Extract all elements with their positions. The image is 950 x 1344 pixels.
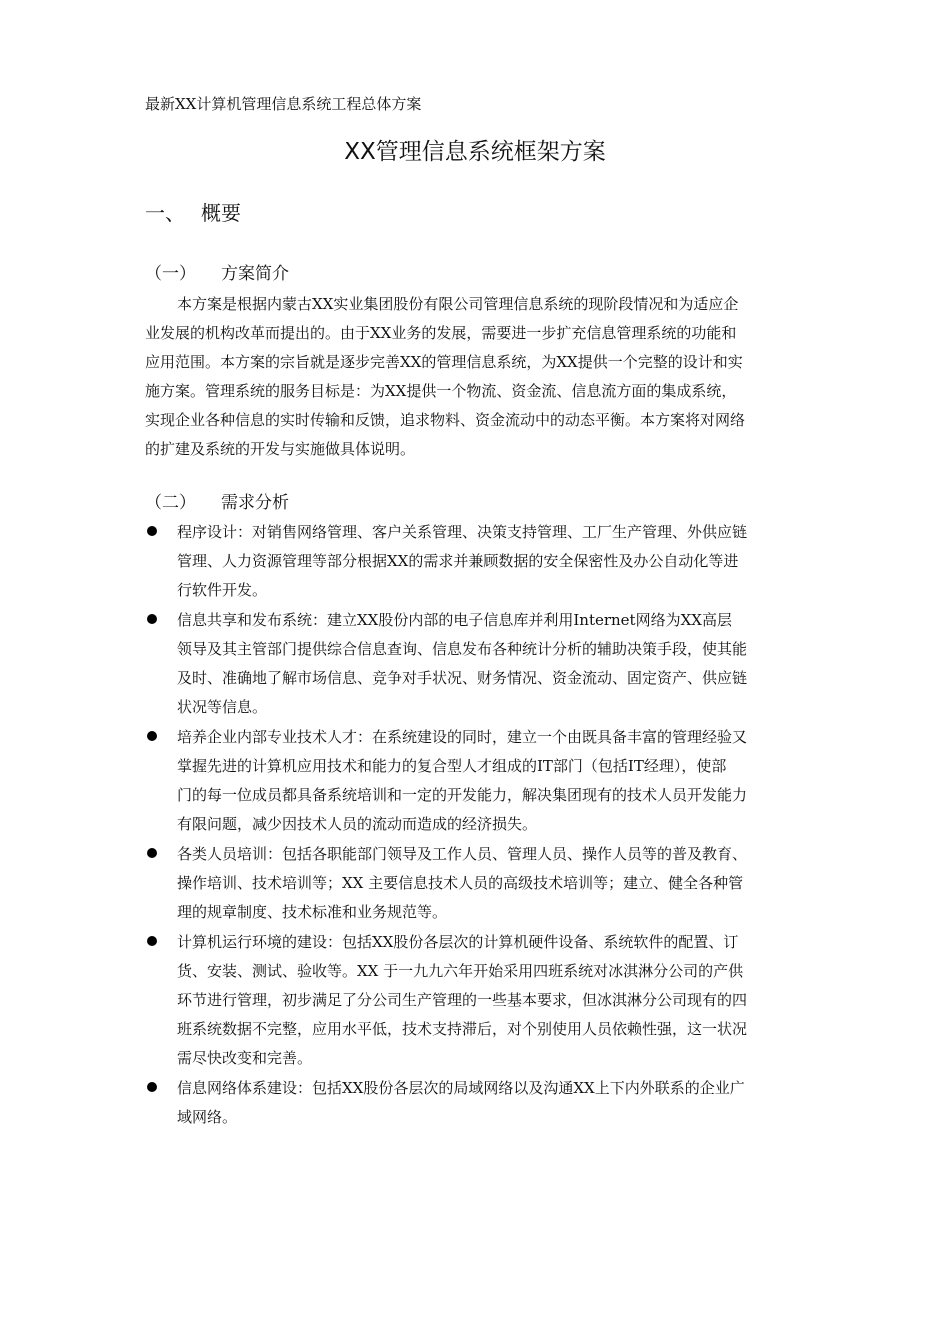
list-item [145,1074,810,1132]
paragraph-line: 施方案。管理系统的服务目标是：为XX提供一个物流、资金流、信息流方面的集成系统， [145,382,737,400]
paragraph-line: 本方案是根据内蒙古XX实业集团股份有限公司管理信息系统的现阶段情况和为适应企 [177,295,739,313]
paragraph-line: 的扩建及系统的开发与实施做具体说明。 [145,440,416,458]
list-item-line: 环节进行管理，初步满足了分公司生产管理的一些基本要求，但冰淇淋分公司现有的四 [177,991,748,1009]
subsection-heading-requirements [145,491,289,515]
list-item-line: 行软件开发。 [177,581,268,599]
list-item-line: 各类人员培训：包括各职能部门领导及工作人员、管理人员、操作人员等的普及教育、 [177,845,748,863]
subsection-title: 方案简介 [221,264,289,284]
paragraph-line: 应用范围。本方案的宗旨就是逐步完善XX的管理信息系统，为XX提供一个完整的设计和实 [145,353,743,371]
section-number: 一、 [145,201,185,225]
list-item-line: 管理、人力资源管理等部分根据XX的需求并兼顾数据的安全保密性及办公自动化等进 [177,552,739,570]
requirements-list [145,518,810,1133]
list-item [145,723,810,839]
list-item-line: 班系统数据不完整，应用水平低，技术支持滞后，对个别使用人员依赖性强，这一状况 [177,1020,748,1038]
section-heading-overview [145,199,241,227]
intro-paragraph [145,290,807,464]
paragraph-line: 实现企业各种信息的实时传输和反馈，追求物料、资金流动中的动态平衡。本方案将对网络 [145,411,746,429]
list-item [145,840,810,927]
list-item-line: 状况等信息。 [177,698,268,716]
bullet-icon [147,614,157,624]
running-header: 最新XX计算机管理信息系统工程总体方案 [145,95,422,113]
list-item-line: 门的每一位成员都具备系统培训和一定的开发能力，解决集团现有的技术人员开发能力 [177,786,748,804]
list-item-line: 培养企业内部专业技术人才：在系统建设的同时，建立一个由既具备丰富的管理经验又 [177,728,748,746]
list-item-line: 及时、准确地了解市场信息、竞争对手状况、财务情况、资金流动、固定资产、供应链 [177,669,748,687]
document-title: XX管理信息系统框架方案 [344,139,606,165]
list-item [145,606,810,722]
list-item-line: 掌握先进的计算机应用技术和能力的复合型人才组成的IT部门（包括IT经理），使部 [177,757,727,775]
bullet-icon [147,1082,157,1092]
list-item-line: 需尽快改变和完善。 [177,1049,313,1067]
list-item-line: 计算机运行环境的建设：包括XX股份各层次的计算机硬件设备、系统软件的配置、订 [177,933,739,951]
list-item-line: 操作培训、技术培训等；XX 主要信息技术人员的高级技术培训等；建立、健全各种管 [177,874,744,892]
list-item-line: 领导及其主管部门提供综合信息查询、信息发布各种统计分析的辅助决策手段，使其能 [177,640,748,658]
list-item [145,928,810,1073]
bullet-icon [147,526,157,536]
list-item-line: 域网络。 [177,1108,238,1126]
list-item-line: 信息网络体系建设：包括XX股份各层次的局域网络以及沟通XX上下内外联系的企业广 [177,1079,745,1097]
section-title: 概要 [201,201,241,225]
list-item-line: 理的规章制度、技术标准和业务规范等。 [177,903,448,921]
bullet-icon [147,936,157,946]
list-item-line: 货、安装、测试、验收等。XX 于一九九六年开始采用四班系统对冰淇淋分公司的产供 [177,962,744,980]
subsection-heading-intro [145,262,289,286]
list-item-line: 有限问题，减少因技术人员的流动而造成的经济损失。 [177,815,538,833]
subsection-number: （二） [145,493,196,513]
bullet-icon [147,731,157,741]
list-item [145,518,810,605]
list-item-line: 程序设计：对销售网络管理、客户关系管理、决策支持管理、工厂生产管理、外供应链 [177,523,748,541]
list-item-line: 信息共享和发布系统：建立XX股份内部的电子信息库并利用Internet网络为XX高层 [177,611,732,629]
paragraph-line: 业发展的机构改革而提出的。由于XX业务的发展，需要进一步扩充信息管理系统的功能和 [145,324,737,342]
subsection-number: （一） [145,264,196,284]
subsection-title: 需求分析 [221,493,289,513]
bullet-icon [147,848,157,858]
